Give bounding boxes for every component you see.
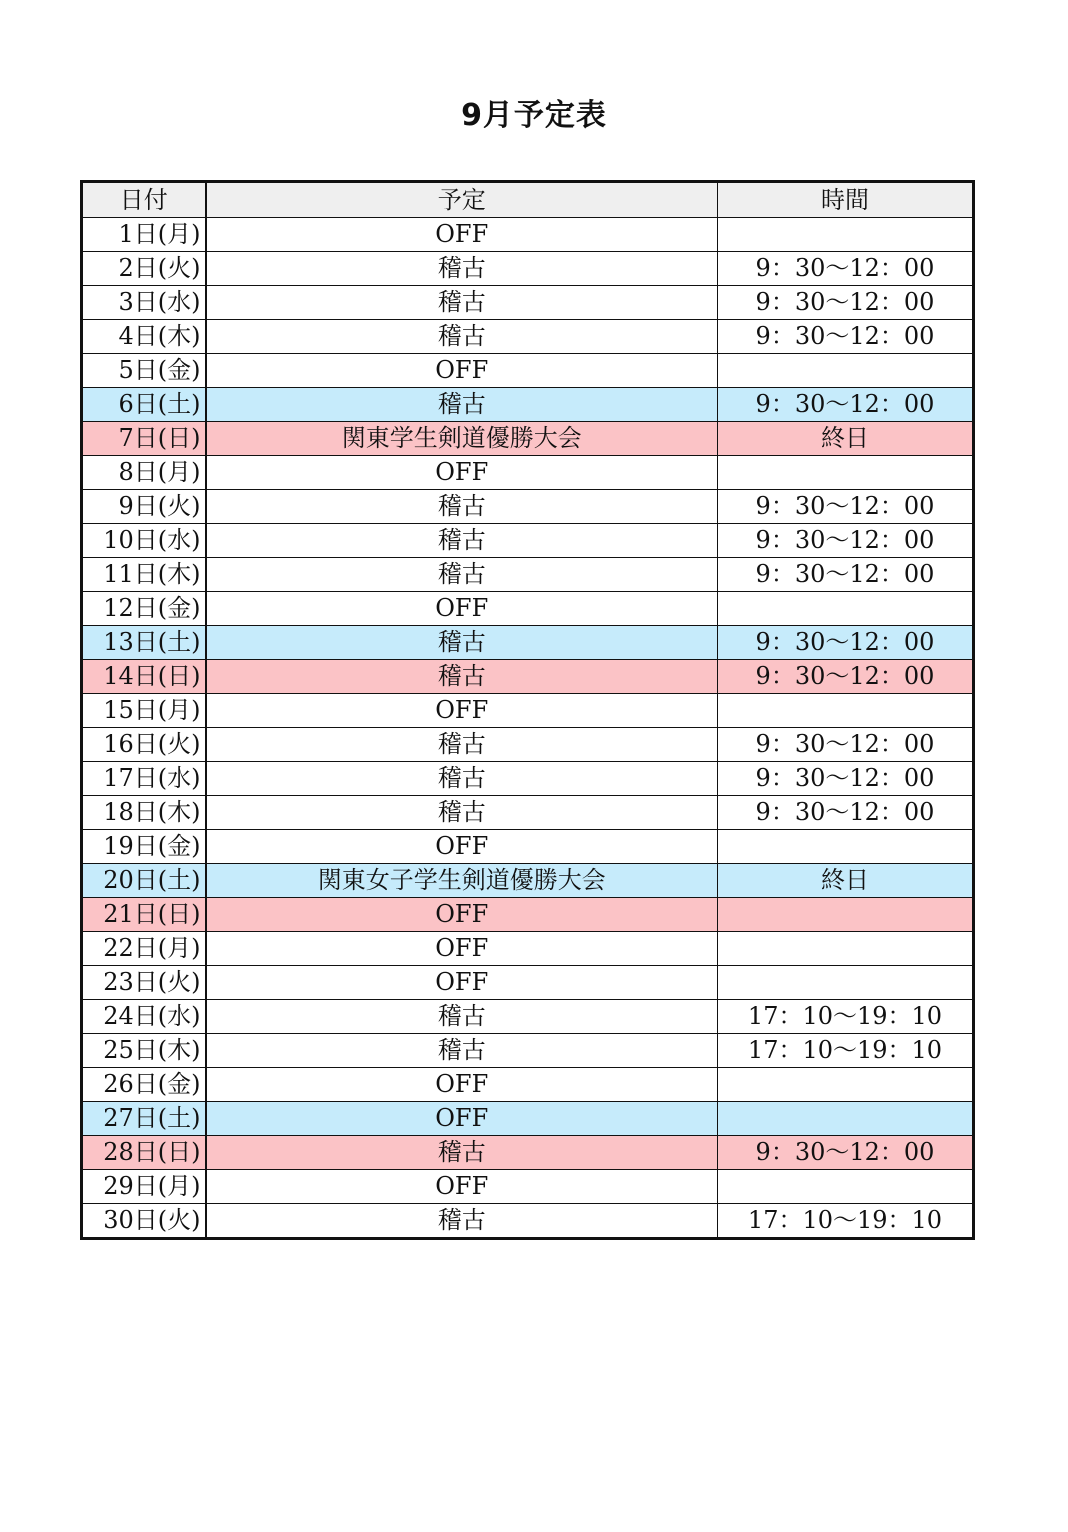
plan-cell: OFF [206,1170,718,1204]
time-cell [718,1068,974,1102]
table-row [82,728,974,762]
plan-column-header: 予定 [206,182,718,218]
date-cell: 5日(金) [82,354,206,388]
table-row [82,932,974,966]
schedule-body [82,218,974,1239]
date-cell: 28日(日) [82,1136,206,1170]
plan-cell: 稽古 [206,660,718,694]
time-cell: 9：30〜12：00 [718,388,974,422]
plan-cell: OFF [206,456,718,490]
time-cell [718,1170,974,1204]
time-cell [718,898,974,932]
table-row [82,592,974,626]
date-cell: 19日(金) [82,830,206,864]
time-cell [718,966,974,1000]
date-column-header: 日付 [82,182,206,218]
plan-cell: 稽古 [206,524,718,558]
time-cell: 17：10〜19：10 [718,1034,974,1068]
plan-cell: OFF [206,898,718,932]
header-row [82,182,974,218]
table-row [82,1034,974,1068]
date-cell: 14日(日) [82,660,206,694]
table-row [82,898,974,932]
table-row [82,864,974,898]
plan-cell: 稽古 [206,728,718,762]
date-cell: 22日(月) [82,932,206,966]
plan-cell: 稽古 [206,286,718,320]
date-cell: 1日(月) [82,218,206,252]
table-row [82,694,974,728]
time-cell: 9：30〜12：00 [718,558,974,592]
plan-cell: OFF [206,1068,718,1102]
table-row [82,252,974,286]
date-cell: 11日(木) [82,558,206,592]
date-cell: 29日(月) [82,1170,206,1204]
plan-cell: OFF [206,592,718,626]
plan-cell: OFF [206,354,718,388]
date-cell: 17日(水) [82,762,206,796]
plan-cell: OFF [206,830,718,864]
date-cell: 24日(水) [82,1000,206,1034]
table-row [82,1102,974,1136]
time-cell: 9：30〜12：00 [718,1136,974,1170]
plan-cell: 稽古 [206,388,718,422]
date-cell: 15日(月) [82,694,206,728]
plan-cell: 稽古 [206,1034,718,1068]
date-cell: 30日(火) [82,1204,206,1239]
plan-cell: 稽古 [206,1000,718,1034]
time-cell [718,830,974,864]
table-row [82,422,974,456]
time-cell [718,1102,974,1136]
time-cell: 終日 [718,422,974,456]
plan-cell: OFF [206,966,718,1000]
date-cell: 25日(木) [82,1034,206,1068]
date-cell: 6日(土) [82,388,206,422]
plan-cell: 稽古 [206,796,718,830]
plan-cell: OFF [206,1102,718,1136]
plan-cell: OFF [206,932,718,966]
plan-cell: 関東学生剣道優勝大会 [206,422,718,456]
plan-cell: OFF [206,218,718,252]
table-row [82,626,974,660]
schedule-table [80,180,975,1240]
table-row [82,354,974,388]
time-cell: 9：30〜12：00 [718,320,974,354]
table-row [82,966,974,1000]
table-row [82,762,974,796]
table-row [82,456,974,490]
plan-cell: 稽古 [206,252,718,286]
time-cell: 終日 [718,864,974,898]
time-cell: 9：30〜12：00 [718,490,974,524]
time-cell: 9：30〜12：00 [718,728,974,762]
table-row [82,1170,974,1204]
plan-cell: 稽古 [206,762,718,796]
table-row [82,830,974,864]
table-row [82,1136,974,1170]
plan-cell: 稽古 [206,490,718,524]
time-cell: 9：30〜12：00 [718,252,974,286]
time-cell: 9：30〜12：00 [718,796,974,830]
plan-cell: 関東女子学生剣道優勝大会 [206,864,718,898]
table-row [82,1068,974,1102]
date-cell: 9日(火) [82,490,206,524]
time-cell [718,456,974,490]
date-cell: 4日(木) [82,320,206,354]
date-cell: 8日(月) [82,456,206,490]
plan-cell: 稽古 [206,558,718,592]
date-cell: 23日(火) [82,966,206,1000]
date-cell: 18日(木) [82,796,206,830]
date-cell: 10日(水) [82,524,206,558]
date-cell: 2日(火) [82,252,206,286]
table-row [82,1000,974,1034]
time-cell: 17：10〜19：10 [718,1000,974,1034]
plan-cell: OFF [206,694,718,728]
date-cell: 12日(金) [82,592,206,626]
time-cell [718,354,974,388]
date-cell: 3日(水) [82,286,206,320]
table-row [82,320,974,354]
time-cell: 9：30〜12：00 [718,660,974,694]
table-row [82,1204,974,1239]
time-cell [718,592,974,626]
table-row [82,660,974,694]
time-cell [718,932,974,966]
plan-cell: 稽古 [206,1204,718,1239]
date-cell: 13日(土) [82,626,206,660]
date-cell: 7日(日) [82,422,206,456]
date-cell: 21日(日) [82,898,206,932]
time-cell: 9：30〜12：00 [718,626,974,660]
time-cell: 9：30〜12：00 [718,762,974,796]
plan-cell: 稽古 [206,320,718,354]
table-row [82,490,974,524]
table-row [82,388,974,422]
date-cell: 26日(金) [82,1068,206,1102]
date-cell: 16日(火) [82,728,206,762]
table-row [82,286,974,320]
table-row [82,796,974,830]
table-row [82,558,974,592]
time-cell: 9：30〜12：00 [718,524,974,558]
time-cell: 17：10〜19：10 [718,1204,974,1239]
time-cell [718,218,974,252]
table-row [82,524,974,558]
plan-cell: 稽古 [206,1136,718,1170]
time-cell [718,694,974,728]
time-cell: 9：30〜12：00 [718,286,974,320]
plan-cell: 稽古 [206,626,718,660]
time-column-header: 時間 [718,182,974,218]
page-title: 9月予定表 [461,98,607,133]
date-cell: 20日(土) [82,864,206,898]
date-cell: 27日(土) [82,1102,206,1136]
table-row [82,218,974,252]
